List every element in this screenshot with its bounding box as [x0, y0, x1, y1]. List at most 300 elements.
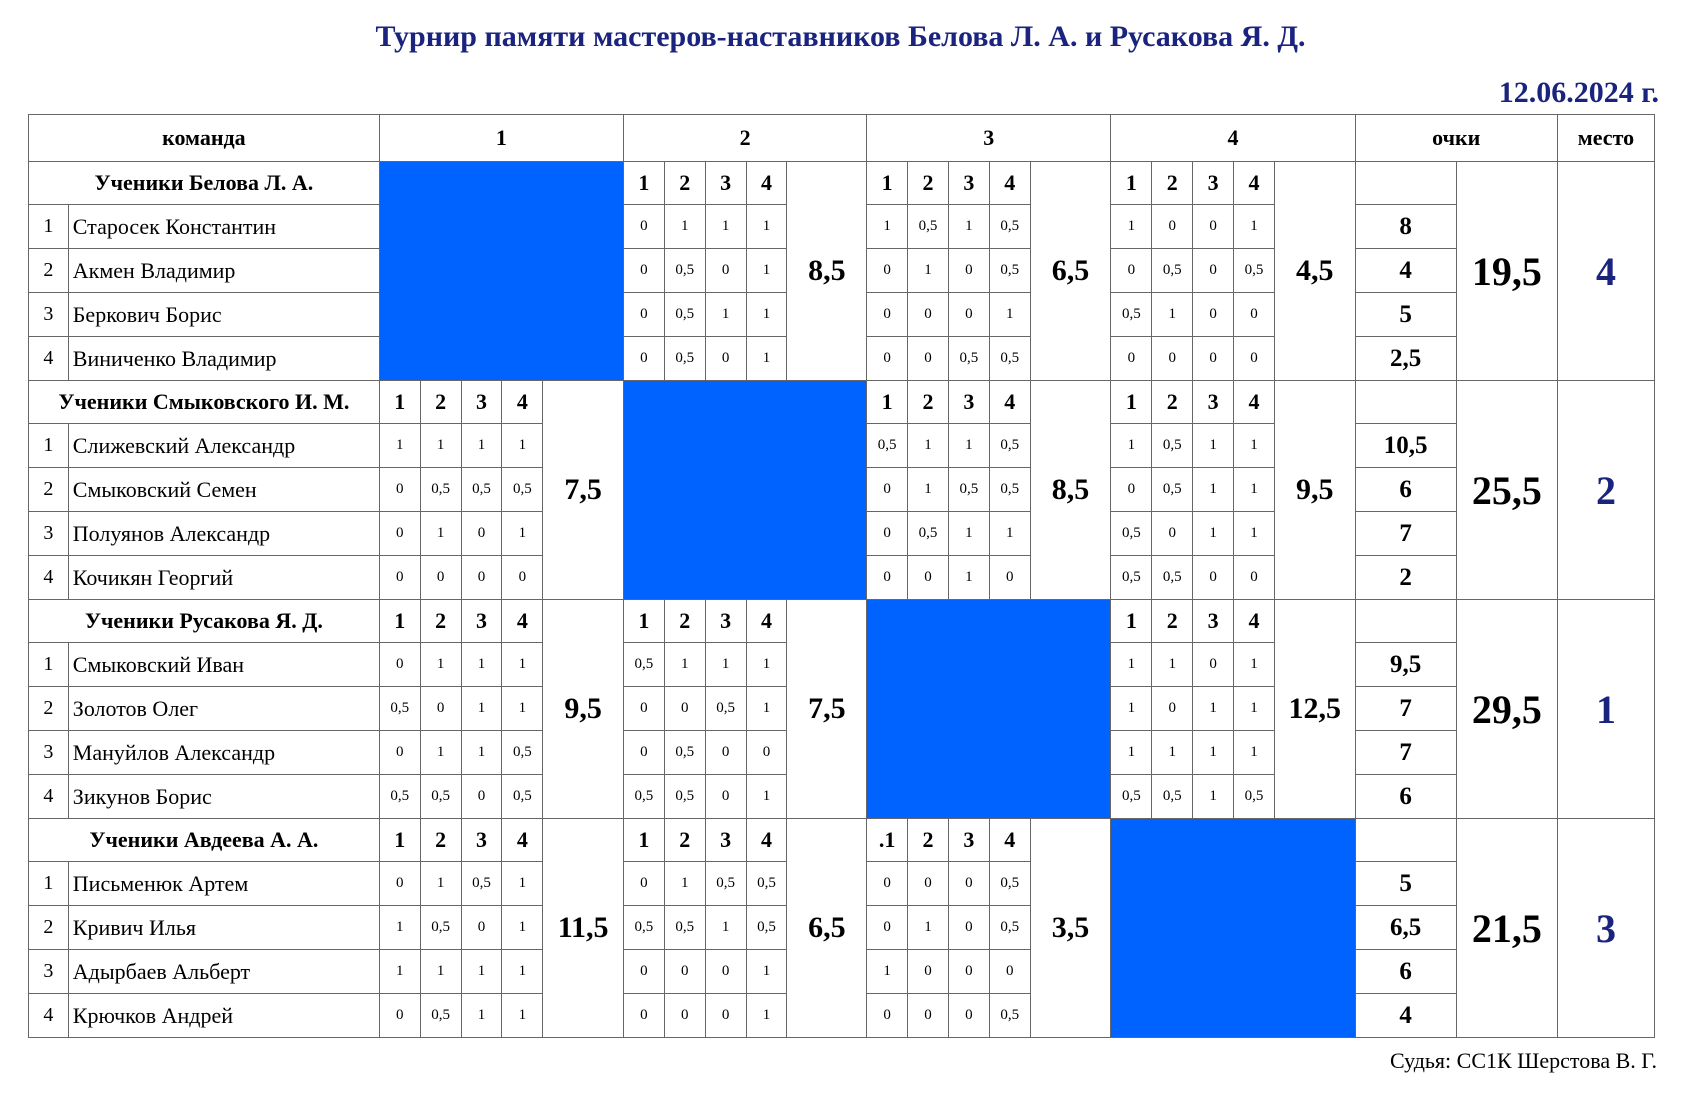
header-points: очки: [1355, 115, 1557, 162]
game-result: 0,5: [746, 862, 787, 906]
judge-signature: Судья: СС1К Шерстова В. Г.: [1389, 1048, 1657, 1073]
game-result: 1: [461, 643, 502, 687]
game-result: 1: [379, 950, 420, 994]
header-col-4: 4: [1111, 115, 1355, 162]
board-number: 2: [1152, 381, 1193, 424]
game-result: 0,5: [705, 862, 746, 906]
game-result: 0,5: [461, 468, 502, 512]
player-points: 6: [1355, 950, 1456, 994]
game-result: 1: [461, 687, 502, 731]
game-result: 1: [502, 950, 543, 994]
game-result: 1: [664, 205, 705, 249]
board-number: 2: [1152, 600, 1193, 643]
board-number: 3: [948, 819, 989, 862]
game-result: 0: [1234, 337, 1275, 381]
player-points: 9,5: [1355, 643, 1456, 687]
game-result: 1: [989, 293, 1030, 337]
player-number: 4: [29, 994, 69, 1038]
game-result: 0,5: [989, 994, 1030, 1038]
game-result: 1: [948, 512, 989, 556]
team-name: Ученики Смыковского И. М.: [29, 381, 380, 424]
game-result: 1: [1234, 424, 1275, 468]
match-score: 8,5: [787, 162, 867, 381]
board-number: 4: [1234, 381, 1275, 424]
blocked-cell: [867, 600, 1111, 819]
game-result: 0: [705, 994, 746, 1038]
player-name: Мануйлов Александр: [68, 731, 379, 775]
game-result: 0: [989, 556, 1030, 600]
board-number: 3: [461, 819, 502, 862]
player-points: 4: [1355, 249, 1456, 293]
game-result: 1: [502, 862, 543, 906]
game-result: 0: [1193, 205, 1234, 249]
game-result: 1: [948, 424, 989, 468]
game-result: 0,5: [705, 687, 746, 731]
board-number: 3: [705, 819, 746, 862]
player-name: Смыковский Иван: [68, 643, 379, 687]
board-number: 3: [1193, 381, 1234, 424]
game-result: 0: [867, 994, 908, 1038]
game-result: 0: [908, 994, 949, 1038]
team-place: 1: [1557, 600, 1654, 819]
team-header-row: [29, 381, 1655, 424]
team-place: 2: [1557, 381, 1654, 600]
game-result: 0: [908, 950, 949, 994]
game-result: 0: [623, 731, 664, 775]
board-number: 4: [989, 381, 1030, 424]
board-number: 4: [502, 381, 543, 424]
player-points: 8: [1355, 205, 1456, 249]
game-result: 1: [746, 687, 787, 731]
player-points: 5: [1355, 293, 1456, 337]
player-number: 3: [29, 512, 69, 556]
game-result: 1: [1234, 731, 1275, 775]
game-result: 0,5: [623, 643, 664, 687]
player-name: Кривич Илья: [68, 906, 379, 950]
board-number: 2: [420, 381, 461, 424]
game-result: 1: [746, 994, 787, 1038]
game-result: 0: [1111, 337, 1152, 381]
game-result: 0: [867, 512, 908, 556]
board-number: 2: [420, 600, 461, 643]
header-col-3: 3: [867, 115, 1111, 162]
points-spacer: [1355, 600, 1456, 643]
game-result: 0,5: [664, 337, 705, 381]
game-result: 0: [948, 249, 989, 293]
game-result: 1: [746, 337, 787, 381]
player-points: 2,5: [1355, 337, 1456, 381]
game-result: 0: [379, 468, 420, 512]
game-result: 1: [705, 643, 746, 687]
game-result: 1: [420, 862, 461, 906]
points-spacer: [1355, 162, 1456, 205]
game-result: 1: [664, 862, 705, 906]
board-number: 4: [1234, 600, 1275, 643]
board-number: 4: [989, 819, 1030, 862]
player-number: 2: [29, 468, 69, 512]
player-points: 10,5: [1355, 424, 1456, 468]
header-place: место: [1557, 115, 1654, 162]
game-result: 1: [1152, 293, 1193, 337]
game-result: 1: [1193, 775, 1234, 819]
board-number: 2: [908, 381, 949, 424]
game-result: 0: [420, 556, 461, 600]
game-result: 0,5: [1152, 556, 1193, 600]
board-number: 3: [705, 600, 746, 643]
game-result: 0: [379, 512, 420, 556]
game-result: 0: [908, 862, 949, 906]
game-result: 0: [379, 643, 420, 687]
game-result: 0: [1111, 249, 1152, 293]
player-number: 1: [29, 862, 69, 906]
game-result: 0: [867, 906, 908, 950]
board-number: 1: [623, 162, 664, 205]
board-number: 2: [908, 819, 949, 862]
board-number: 1: [867, 162, 908, 205]
game-result: 0: [948, 950, 989, 994]
game-result: 0,5: [664, 293, 705, 337]
game-result: 1: [379, 906, 420, 950]
match-score: 6,5: [1030, 162, 1111, 381]
game-result: 1: [1234, 643, 1275, 687]
game-result: 0: [623, 862, 664, 906]
game-result: 0: [502, 556, 543, 600]
game-result: 1: [746, 205, 787, 249]
game-result: 0: [1152, 687, 1193, 731]
game-result: 0: [664, 994, 705, 1038]
player-number: 4: [29, 775, 69, 819]
player-name: Беркович Борис: [68, 293, 379, 337]
game-result: 1: [502, 424, 543, 468]
game-result: 1: [664, 643, 705, 687]
game-result: 0,5: [948, 337, 989, 381]
game-result: 1: [705, 293, 746, 337]
crosstable: [28, 114, 1655, 1038]
game-result: 0,5: [1234, 249, 1275, 293]
game-result: 0: [1111, 468, 1152, 512]
player-name: Кочикян Георгий: [68, 556, 379, 600]
team-place: 4: [1557, 162, 1654, 381]
board-number: 3: [1193, 600, 1234, 643]
game-result: 0,5: [461, 862, 502, 906]
game-result: 0,5: [908, 512, 949, 556]
game-result: 0: [1193, 556, 1234, 600]
board-number: 1: [1111, 600, 1152, 643]
game-result: 1: [502, 643, 543, 687]
game-result: 0,5: [1152, 468, 1193, 512]
game-result: 0: [948, 293, 989, 337]
game-result: 0: [948, 906, 989, 950]
board-number: 4: [1234, 162, 1275, 205]
game-result: 0: [623, 687, 664, 731]
game-result: 0,5: [908, 205, 949, 249]
player-name: Крючков Андрей: [68, 994, 379, 1038]
game-result: 0: [461, 512, 502, 556]
game-result: 1: [461, 731, 502, 775]
board-number: .1: [867, 819, 908, 862]
player-name: Письменюк Артем: [68, 862, 379, 906]
game-result: 1: [461, 994, 502, 1038]
team-total: 21,5: [1456, 819, 1557, 1038]
game-result: 0,5: [867, 424, 908, 468]
player-points: 2: [1355, 556, 1456, 600]
game-result: 0: [908, 556, 949, 600]
game-result: 0,5: [623, 775, 664, 819]
game-result: 0,5: [1152, 249, 1193, 293]
game-result: 0: [461, 775, 502, 819]
board-number: 1: [1111, 162, 1152, 205]
team-name: Ученики Русакова Я. Д.: [29, 600, 380, 643]
game-result: 0,5: [664, 775, 705, 819]
board-number: 2: [664, 162, 705, 205]
game-result: 0: [623, 994, 664, 1038]
game-result: 0,5: [989, 205, 1030, 249]
board-number: 4: [989, 162, 1030, 205]
game-result: 0,5: [664, 731, 705, 775]
blocked-cell: [623, 381, 866, 600]
game-result: 0: [908, 293, 949, 337]
player-number: 2: [29, 687, 69, 731]
game-result: 0: [867, 468, 908, 512]
team-name: Ученики Авдеева А. А.: [29, 819, 380, 862]
game-result: 0: [1152, 512, 1193, 556]
game-result: 1: [420, 950, 461, 994]
game-result: 0,5: [379, 687, 420, 731]
board-number: 3: [948, 162, 989, 205]
match-score: 11,5: [543, 819, 624, 1038]
game-result: 1: [1152, 731, 1193, 775]
game-result: 0: [1234, 293, 1275, 337]
game-result: 0,5: [1111, 293, 1152, 337]
points-spacer: [1355, 381, 1456, 424]
game-result: 1: [379, 424, 420, 468]
board-number: 1: [623, 600, 664, 643]
game-result: 0: [867, 293, 908, 337]
game-result: 0: [948, 994, 989, 1038]
game-result: 1: [746, 249, 787, 293]
game-result: 1: [1193, 731, 1234, 775]
game-result: 1: [867, 950, 908, 994]
header-col-2: 2: [623, 115, 866, 162]
player-number: 3: [29, 293, 69, 337]
game-result: 1: [989, 512, 1030, 556]
player-points: 5: [1355, 862, 1456, 906]
board-number: 4: [746, 819, 787, 862]
player-name: Адырбаев Альберт: [68, 950, 379, 994]
game-result: 0,5: [989, 906, 1030, 950]
player-name: Виниченко Владимир: [68, 337, 379, 381]
game-result: 0: [705, 950, 746, 994]
team-name: Ученики Белова Л. А.: [29, 162, 380, 205]
game-result: 0: [1193, 643, 1234, 687]
game-result: 0: [461, 556, 502, 600]
game-result: 1: [1193, 687, 1234, 731]
game-result: 0: [461, 906, 502, 950]
game-result: 0,5: [379, 775, 420, 819]
game-result: 1: [705, 205, 746, 249]
board-number: 1: [623, 819, 664, 862]
game-result: 1: [1234, 468, 1275, 512]
game-result: 0: [379, 731, 420, 775]
board-number: 4: [746, 600, 787, 643]
board-number: 4: [502, 819, 543, 862]
game-result: 0,5: [989, 424, 1030, 468]
player-name: Зикунов Борис: [68, 775, 379, 819]
game-result: 1: [502, 687, 543, 731]
header-row: [29, 115, 1655, 162]
player-points: 6: [1355, 775, 1456, 819]
board-number: 3: [1193, 162, 1234, 205]
game-result: 1: [1193, 424, 1234, 468]
game-result: 0,5: [420, 775, 461, 819]
player-number: 4: [29, 337, 69, 381]
game-result: 1: [948, 556, 989, 600]
game-result: 1: [746, 775, 787, 819]
game-result: 0: [948, 862, 989, 906]
game-result: 0: [989, 950, 1030, 994]
game-result: 0,5: [989, 468, 1030, 512]
player-number: 1: [29, 643, 69, 687]
game-result: 1: [1111, 687, 1152, 731]
game-result: 0,5: [989, 337, 1030, 381]
game-result: 0,5: [1152, 775, 1193, 819]
player-number: 4: [29, 556, 69, 600]
player-name: Слижевский Александр: [68, 424, 379, 468]
game-result: 1: [1111, 643, 1152, 687]
game-result: 0: [746, 731, 787, 775]
player-number: 2: [29, 906, 69, 950]
game-result: 0,5: [420, 994, 461, 1038]
team-place: 3: [1557, 819, 1654, 1038]
blocked-cell: [379, 162, 623, 381]
game-result: 0: [705, 249, 746, 293]
game-result: 1: [705, 906, 746, 950]
match-score: 9,5: [1274, 381, 1355, 600]
game-result: 0: [623, 950, 664, 994]
game-result: 0,5: [420, 468, 461, 512]
player-name: Акмен Владимир: [68, 249, 379, 293]
team-total: 25,5: [1456, 381, 1557, 600]
match-score: 4,5: [1274, 162, 1355, 381]
board-number: 2: [664, 600, 705, 643]
game-result: 0: [705, 731, 746, 775]
match-score: 9,5: [543, 600, 624, 819]
player-name: Полуянов Александр: [68, 512, 379, 556]
game-result: 0: [420, 687, 461, 731]
game-result: 0,5: [948, 468, 989, 512]
player-points: 4: [1355, 994, 1456, 1038]
game-result: 0: [1152, 337, 1193, 381]
board-number: 1: [1111, 381, 1152, 424]
player-points: 7: [1355, 687, 1456, 731]
player-number: 3: [29, 731, 69, 775]
game-result: 0: [664, 687, 705, 731]
game-result: 0: [1152, 205, 1193, 249]
header-col-1: 1: [379, 115, 623, 162]
game-result: 0: [908, 337, 949, 381]
game-result: 1: [746, 293, 787, 337]
team-header-row: [29, 600, 1655, 643]
board-number: 3: [461, 381, 502, 424]
board-number: 2: [908, 162, 949, 205]
game-result: 1: [1111, 731, 1152, 775]
game-result: 1: [1193, 512, 1234, 556]
game-result: 1: [908, 424, 949, 468]
game-result: 1: [1111, 424, 1152, 468]
board-number: 1: [379, 381, 420, 424]
game-result: 0,5: [664, 906, 705, 950]
game-result: 0,5: [420, 906, 461, 950]
game-result: 0: [623, 337, 664, 381]
match-score: 8,5: [1030, 381, 1111, 600]
header-team: команда: [29, 115, 380, 162]
game-result: 1: [1234, 687, 1275, 731]
board-number: 2: [1152, 162, 1193, 205]
page-title: Турнир памяти мастеров-наставников Белова Л. А. и Русакова Я. Д.: [375, 20, 1306, 53]
game-result: 1: [502, 906, 543, 950]
game-result: 0: [705, 775, 746, 819]
board-number: 3: [705, 162, 746, 205]
game-result: 1: [1111, 205, 1152, 249]
game-result: 0: [623, 205, 664, 249]
board-number: 3: [461, 600, 502, 643]
game-result: 0,5: [1152, 424, 1193, 468]
blocked-cell: [1111, 819, 1355, 1038]
game-result: 0: [664, 950, 705, 994]
board-number: 3: [948, 381, 989, 424]
board-number: 2: [664, 819, 705, 862]
game-result: 0: [623, 249, 664, 293]
player-number: 2: [29, 249, 69, 293]
game-result: 0: [379, 862, 420, 906]
player-points: 7: [1355, 731, 1456, 775]
game-result: 0,5: [1111, 512, 1152, 556]
game-result: 1: [502, 512, 543, 556]
game-result: 1: [746, 643, 787, 687]
game-result: 1: [502, 994, 543, 1038]
game-result: 1: [461, 424, 502, 468]
game-result: 0: [867, 556, 908, 600]
game-result: 0: [705, 337, 746, 381]
game-result: 0: [1193, 249, 1234, 293]
team-total: 29,5: [1456, 600, 1557, 819]
board-number: 2: [420, 819, 461, 862]
match-score: 7,5: [787, 600, 867, 819]
game-result: 0: [867, 862, 908, 906]
player-name: Смыковский Семен: [68, 468, 379, 512]
player-number: 3: [29, 950, 69, 994]
board-number: 4: [502, 600, 543, 643]
game-result: 0,5: [502, 775, 543, 819]
game-result: 1: [746, 950, 787, 994]
game-result: 0,5: [989, 249, 1030, 293]
game-result: 1: [420, 731, 461, 775]
points-spacer: [1355, 819, 1456, 862]
game-result: 0,5: [664, 249, 705, 293]
game-result: 1: [908, 468, 949, 512]
game-result: 0,5: [502, 468, 543, 512]
game-result: 0: [379, 994, 420, 1038]
player-number: 1: [29, 205, 69, 249]
game-result: 0: [1234, 556, 1275, 600]
match-score: 6,5: [787, 819, 867, 1038]
tournament-date: 12.06.2024 г.: [1498, 76, 1659, 109]
match-score: 12,5: [1274, 600, 1355, 819]
game-result: 1: [420, 424, 461, 468]
game-result: 0,5: [1111, 556, 1152, 600]
game-result: 0: [623, 293, 664, 337]
game-result: 0,5: [989, 862, 1030, 906]
